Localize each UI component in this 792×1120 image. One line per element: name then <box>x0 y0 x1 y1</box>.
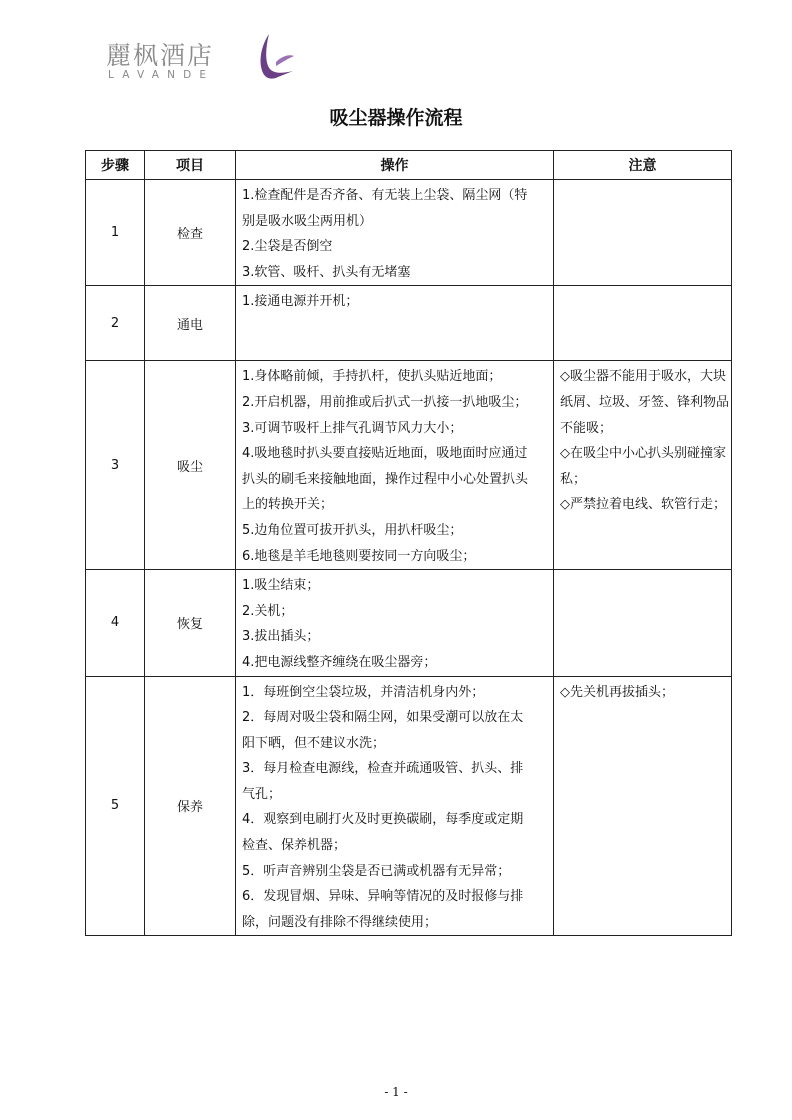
operation-line: 3.拔出插头； <box>242 629 320 645</box>
step-operations <box>236 570 554 676</box>
operation-line: 3.软管、吸杆、扒头有无堵塞 <box>242 264 411 280</box>
operation-line: 1.检查配件是否齐备、有无装上尘袋、隔尘网（特 <box>242 188 528 203</box>
table-row <box>86 286 732 361</box>
step-number: 1 <box>86 180 145 286</box>
step-notes <box>554 570 732 676</box>
note-line: ◇严禁拉着电线、软管行走； <box>560 497 726 513</box>
operation-line: 除，问题没有排除不得继续使用； <box>242 914 438 930</box>
operation-line: 检查、保养机器； <box>242 838 347 854</box>
step-notes <box>554 676 732 936</box>
operation-line: 2.尘袋是否倒空 <box>242 239 333 255</box>
step-notes <box>554 180 732 286</box>
table-row <box>86 361 732 570</box>
operation-line: 气孔； <box>242 786 282 802</box>
note-line: ◇先关机再拔插头； <box>560 684 674 700</box>
operation-line: 1．每班倒空尘袋垃圾，并清洁机身内外； <box>242 684 485 700</box>
note-line: ◇在吸尘中小心扒头别碰撞家私； <box>560 446 726 487</box>
header-ops: 操作 <box>236 151 554 180</box>
operation-line: 扒头的刷毛来接触地面，操作过程中小心处置扒头 <box>242 471 529 487</box>
table-row <box>86 570 732 676</box>
table-header-row <box>86 151 732 180</box>
step-item: 检查 <box>145 180 236 286</box>
operation-line: 6．发现冒烟、异味、异响等情况的及时报修与排 <box>242 889 524 905</box>
step-operations <box>236 361 554 570</box>
operation-line: 5.边角位置可拔开扒头，用扒杆吸尘； <box>242 522 463 538</box>
operation-line: 阳下晒，但不建议水洗； <box>242 735 386 751</box>
operation-line: 1.接通电源并开机； <box>242 294 359 310</box>
header-step: 步骤 <box>86 151 145 180</box>
logo-chinese-name: 麗枫酒店 <box>106 41 215 70</box>
step-notes <box>554 361 732 570</box>
operation-line: 3.可调节吸杆上排气孔调节风力大小； <box>242 420 463 436</box>
logo-english-name: LAVANDE <box>108 69 215 81</box>
step-item: 恢复 <box>145 570 236 676</box>
operation-line: 6.地毯是羊毛地毯则要按同一方向吸尘； <box>242 548 476 564</box>
lavande-l-mark-icon <box>256 32 296 82</box>
step-number: 5 <box>86 676 145 936</box>
operation-line: 4．观察到电刷打火及时更换碳刷，每季度或定期 <box>242 812 524 828</box>
table-row <box>86 676 732 936</box>
operation-line: 1.吸尘结束； <box>242 578 320 594</box>
step-notes <box>554 286 732 361</box>
hotel-logo <box>106 36 306 88</box>
step-number: 3 <box>86 361 145 570</box>
step-operations <box>236 180 554 286</box>
page-number: - 1 - <box>384 1085 408 1099</box>
procedure-table <box>85 150 732 936</box>
operation-line: 2．每周对吸尘袋和隔尘网，如果受潮可以放在太 <box>242 710 524 726</box>
operation-line: 4.吸地毯时扒头要直接贴近地面，吸地面时应通过 <box>242 446 528 462</box>
operation-line: 4.把电源线整齐缠绕在吸尘器旁； <box>242 654 437 670</box>
operation-line: 3．每月检查电源线，检查并疏通吸管、扒头、排 <box>242 761 524 777</box>
step-number: 4 <box>86 570 145 676</box>
header-note: 注意 <box>554 151 732 180</box>
operation-line: 上的转换开关； <box>242 497 334 513</box>
operation-line: 2.开启机器，用前推或后扒式一扒接一扒地吸尘； <box>242 394 528 410</box>
operation-line: 别是吸水吸尘两用机） <box>242 213 373 229</box>
note-line: ◇吸尘器不能用于吸水，大块纸屑、垃圾、牙签、锋利物品不能吸； <box>560 369 730 436</box>
operation-line: 5．听声音辨别尘袋是否已满或机器有无异常； <box>242 863 511 879</box>
step-operations <box>236 286 554 361</box>
step-operations <box>236 676 554 936</box>
operation-line: 2.关机； <box>242 603 294 619</box>
document-title: 吸尘器操作流程 <box>329 107 463 129</box>
table-row <box>86 180 732 286</box>
operation-line: 1.身体略前倾，手持扒杆，使扒头贴近地面； <box>242 369 502 385</box>
step-item: 吸尘 <box>145 361 236 570</box>
step-item: 保养 <box>145 676 236 936</box>
header-item: 项目 <box>145 151 236 180</box>
step-number: 2 <box>86 286 145 361</box>
step-item: 通电 <box>145 286 236 361</box>
